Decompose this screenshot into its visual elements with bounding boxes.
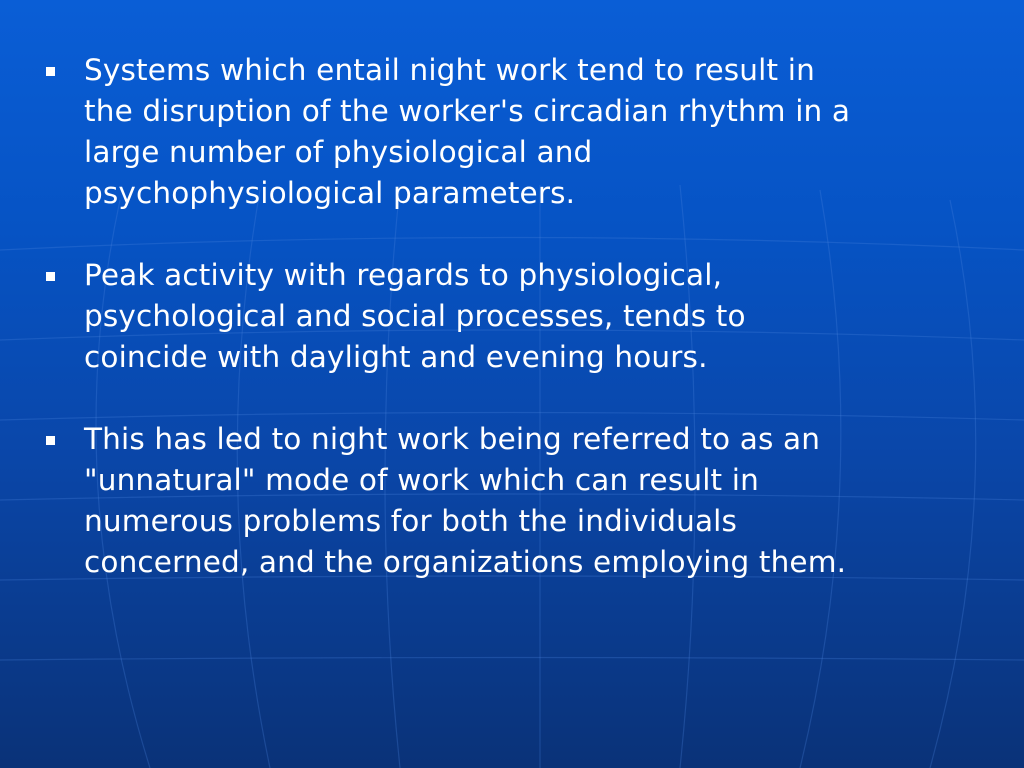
bullet-1-line-3: large number of physiological and (84, 135, 593, 169)
bullet-item-2 (40, 255, 990, 378)
bullet-1-line-4: psychophysiological parameters. (84, 176, 576, 210)
square-bullet-icon (46, 436, 55, 445)
bullet-item-3 (40, 419, 990, 583)
bullet-1-line-2: the disruption of the worker's circadian rhythm in a (84, 94, 851, 128)
bullet-item-1 (40, 50, 990, 214)
bullet-3-line-3: numerous problems for both the individuals (84, 504, 738, 538)
bullet-list (40, 50, 990, 624)
bullet-3-line-4: concerned, and the organizations employing them. (84, 545, 847, 579)
bullet-3-line-2: "unnatural" mode of work which can result in (84, 463, 759, 497)
square-bullet-icon (46, 67, 55, 76)
square-bullet-icon (46, 272, 55, 281)
bullet-2-line-2: psychological and social processes, tends to (84, 299, 746, 333)
bullet-1-line-1: Systems which entail night work tend to result in (84, 53, 815, 87)
bullet-2-line-3: coincide with daylight and evening hours. (84, 340, 708, 374)
bullet-2-line-1: Peak activity with regards to physiological, (84, 258, 723, 292)
bullet-3-line-1: This has led to night work being referred to as an (84, 422, 821, 456)
